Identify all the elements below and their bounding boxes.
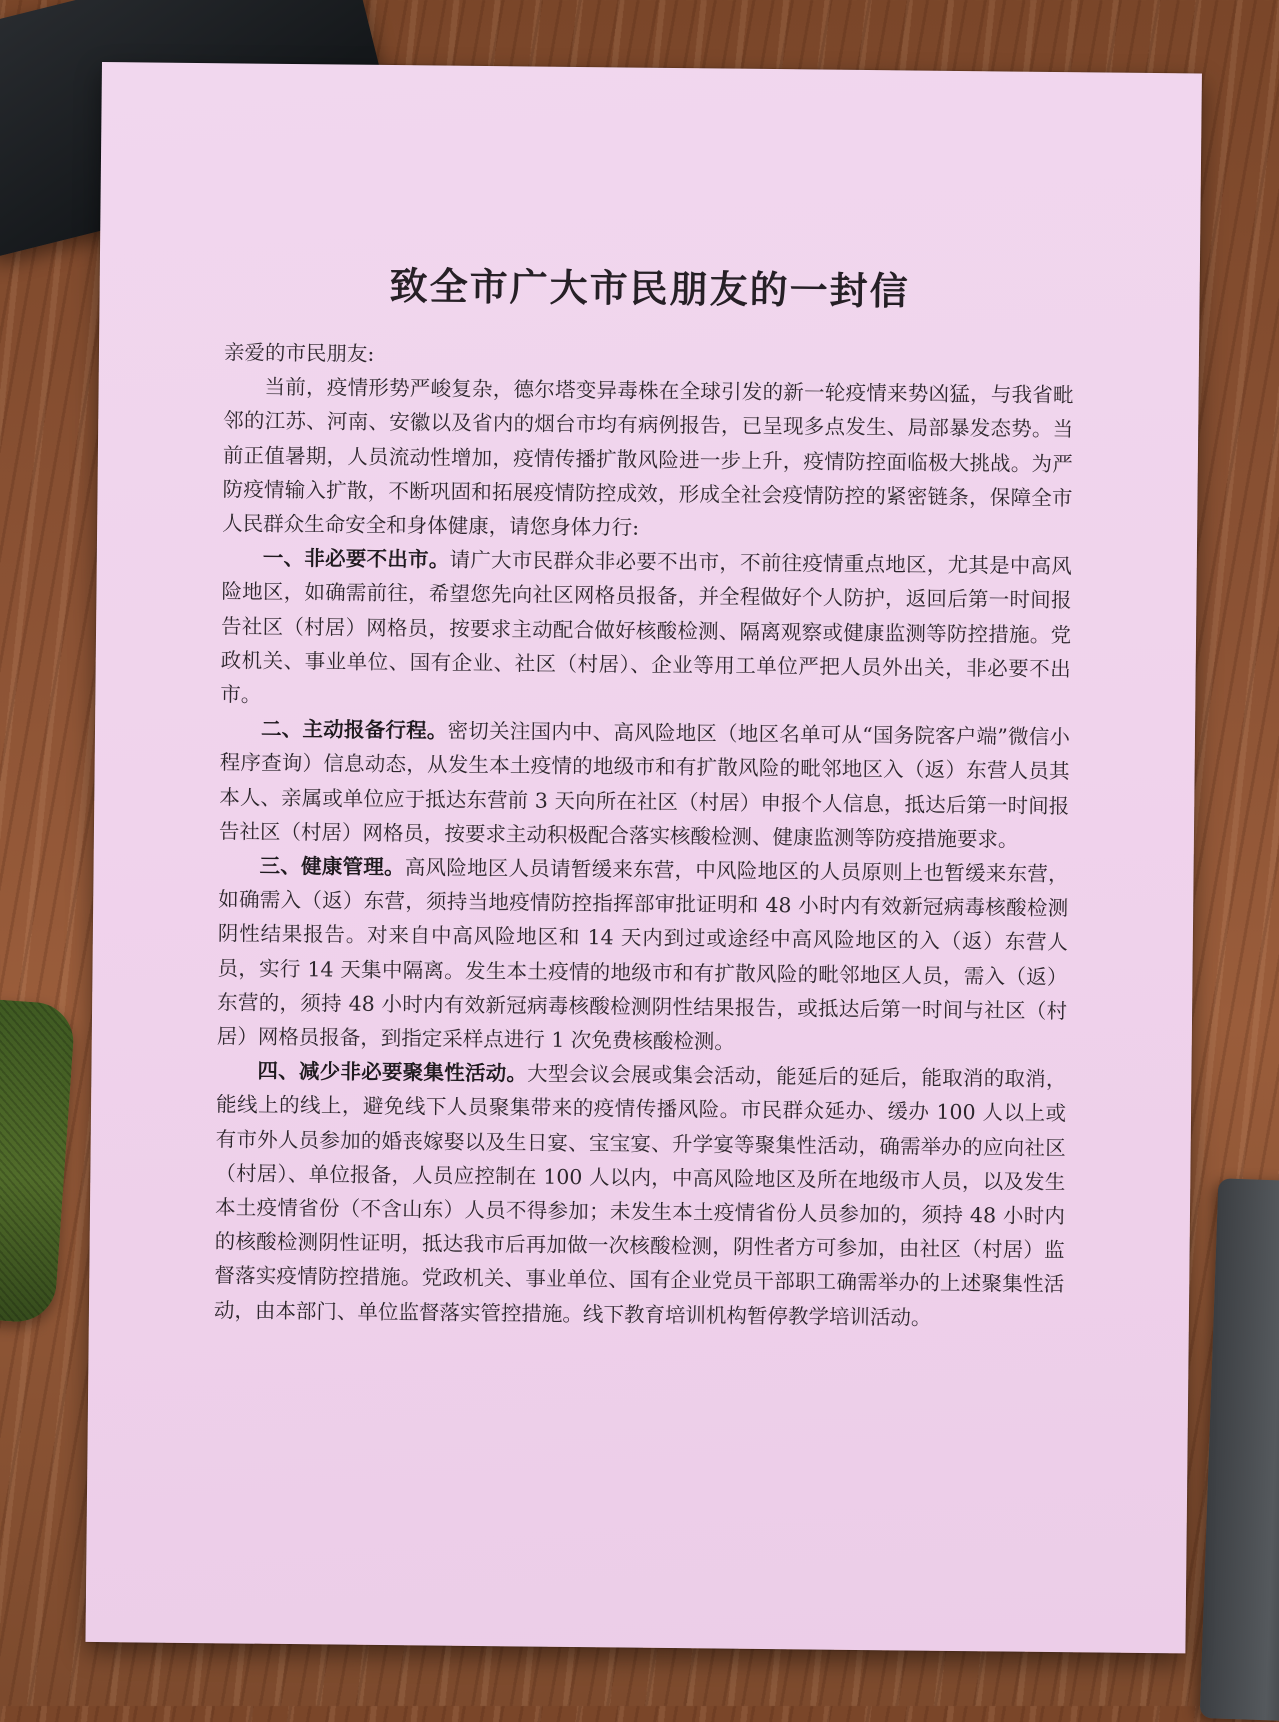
green-cloth bbox=[0, 996, 76, 1325]
section-heading: 一、非必要不出市。 bbox=[262, 545, 450, 572]
grey-object-right bbox=[1200, 1178, 1279, 1722]
section-3 bbox=[217, 848, 1069, 1062]
section-heading: 三、健康管理。 bbox=[259, 853, 405, 880]
letter-salutation: 亲爱的市民朋友: bbox=[223, 340, 375, 366]
section-text: 大型会议会展或集会活动，能延后的延后，能取消的取消，能线上的线上，避免线下人员聚集带来的疫情传播风险。市民群众延办、缓办 100 人以上或有市外人员参加的婚丧嫁娶以及生日宴、宝宝宴、升学宴等聚集性活动，确需举办的应向社区（村居）、单位报备，人员应控制在 100 人以内，中高风险地区及所在地级市人员，以及发生本土疫情省份（不含山东）人员不得参加；未发生本土疫情省份人员参加的，须持 48 小时内的核酸检测阴性证明，抵达我市后再加做一次核酸检测，阴性者方可参加，由社区（村居）监督落实疫情防控措施。党政机关、事业单位、国有企业党员干部职工确需举办的上述聚集性活动，由本部门、单位监督落实管控措施。线下教育培训机构暂停教学培训活动。 bbox=[213, 1061, 1067, 1330]
letter-title: 致全市广大市民朋友的一封信 bbox=[389, 263, 910, 314]
section-4 bbox=[214, 1054, 1067, 1337]
section-heading: 二、主动报备行程。 bbox=[260, 716, 448, 743]
section-2 bbox=[219, 712, 1070, 858]
section-text: 请广大市民群众非必要不出市，不前往疫情重点地区，尤其是中高风险地区，如确需前往，希望您先向社区网格员报备，并全程做好个人防护，返回后第一时间报告社区（村居）网格员，按要求主动配合做好核酸检测、隔离观察或健康监测等防控措施。党政机关、事业单位、国有企业、社区（村居）、企业等用工单位严把人员外出关，非必要不出市。 bbox=[220, 547, 1072, 707]
section-heading: 四、减少非必要聚集性活动。 bbox=[257, 1058, 528, 1086]
letter-body bbox=[214, 335, 1074, 1336]
letter-intro: 当前，疫情形势严峻复杂，德尔塔变异毒株在全球引发的新一轮疫情来势凶猛，与我省毗邻的江苏、河南、安徽以及省内的烟台市均有病例报告，已呈现多点发生、局部暴发态势。当前正值暑期，人员流动性增加，疫情传播扩散风险进一步上升，疫情防控面临极大挑战。为严防疫情输入扩散，不断巩固和拓展疫情防控成效，形成全社会疫情防控的紧密链条，保障全市人民群众生命安全和身体健康，请您身体力行: bbox=[222, 374, 1074, 540]
section-1 bbox=[220, 541, 1072, 721]
section-text: 密切关注国内中、高风险地区（地区名单可从“国务院客户端”微信小程序查询）信息动态，从发生本土疫情的地级市和有扩散风险的毗邻地区入（返）东营人员其本人、亲属或单位应于抵达东营前 3 天向所在社区（村居）申报个人信息，抵达后第一时间报告社区（村居）网格员，按要求主动积极配合落实核酸检测、健康监测等防疫措施要求。 bbox=[218, 718, 1071, 852]
letter-paper bbox=[85, 62, 1201, 1653]
section-text: 高风险地区人员请暂缓来东营，中风险地区的人员原则上也暂缓来东营，如确需入（返）东营，须持当地疫情防控指挥部审批证明和 48 小时内有效新冠病毒核酸检测阴性结果报告。对来自中高风险地区和 14 天内到过或途经中高风险地区的入（返）东营人员，实行 14 天集中隔离。发生本土疫情的地级市和有扩散风险的毗邻地区人员，需入（返）东营的，须持 48 小时内有效新冠病毒核酸检测阴性结果报告，或抵达后第一时间与社区（村居）网格员报备，到指定采样点进行 1 次免费核酸检测。 bbox=[216, 855, 1069, 1054]
